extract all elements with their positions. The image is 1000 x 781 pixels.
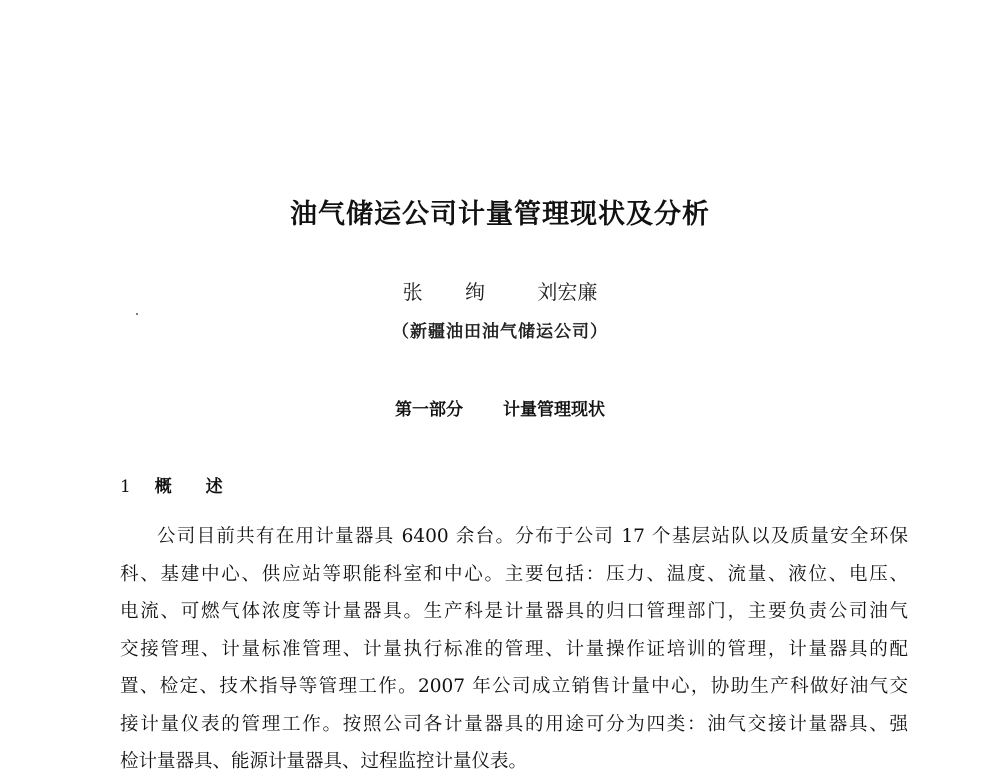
paragraph-line: 科、基建中心、供应站等职能科室和中心。主要包括：压力、温度、流量、液位、电压、 <box>120 563 908 585</box>
paragraph-line: 置、检定、技术指导等管理工作。2007 年公司成立销售计量中心，协助生产科做好油气交 <box>120 676 908 697</box>
section-number: 1 <box>120 477 131 497</box>
part-heading <box>0 395 1000 420</box>
section-heading <box>120 472 237 497</box>
body-paragraph <box>120 518 908 781</box>
section-title: 概 述 <box>154 477 237 497</box>
part-title: 计量管理现状 <box>502 400 605 420</box>
paragraph-line: 交接管理、计量标准管理、计量执行标准的管理、计量操作证培训的管理，计量器具的配 <box>120 638 908 660</box>
paragraph-line: 电流、可燃气体浓度等计量器具。生产科是计量器具的归口管理部门，主要负责公司油气 <box>120 601 908 622</box>
paragraph-line: 公司目前共有在用计量器具 6400 余台。分布于公司 17 个基层站队以及质量安全环保 <box>157 526 908 547</box>
affiliation: （新疆油田油气储运公司） <box>392 322 608 342</box>
part-number: 第一部分 <box>395 400 464 420</box>
author-1: 张 绚 <box>402 280 503 304</box>
paragraph-line: 接计量仪表的管理工作。按照公司各计量器具的用途可分为四类：油气交接计量器具、强 <box>120 713 908 735</box>
author-2: 刘宏廉 <box>537 280 598 304</box>
document-title: 油气储运公司计量管理现状及分析 <box>290 199 710 230</box>
scan-speck <box>136 313 138 315</box>
author-line <box>0 276 1000 305</box>
paragraph-line: 检计量器具、能源计量器具、过程监控计量仪表。 <box>120 751 528 772</box>
